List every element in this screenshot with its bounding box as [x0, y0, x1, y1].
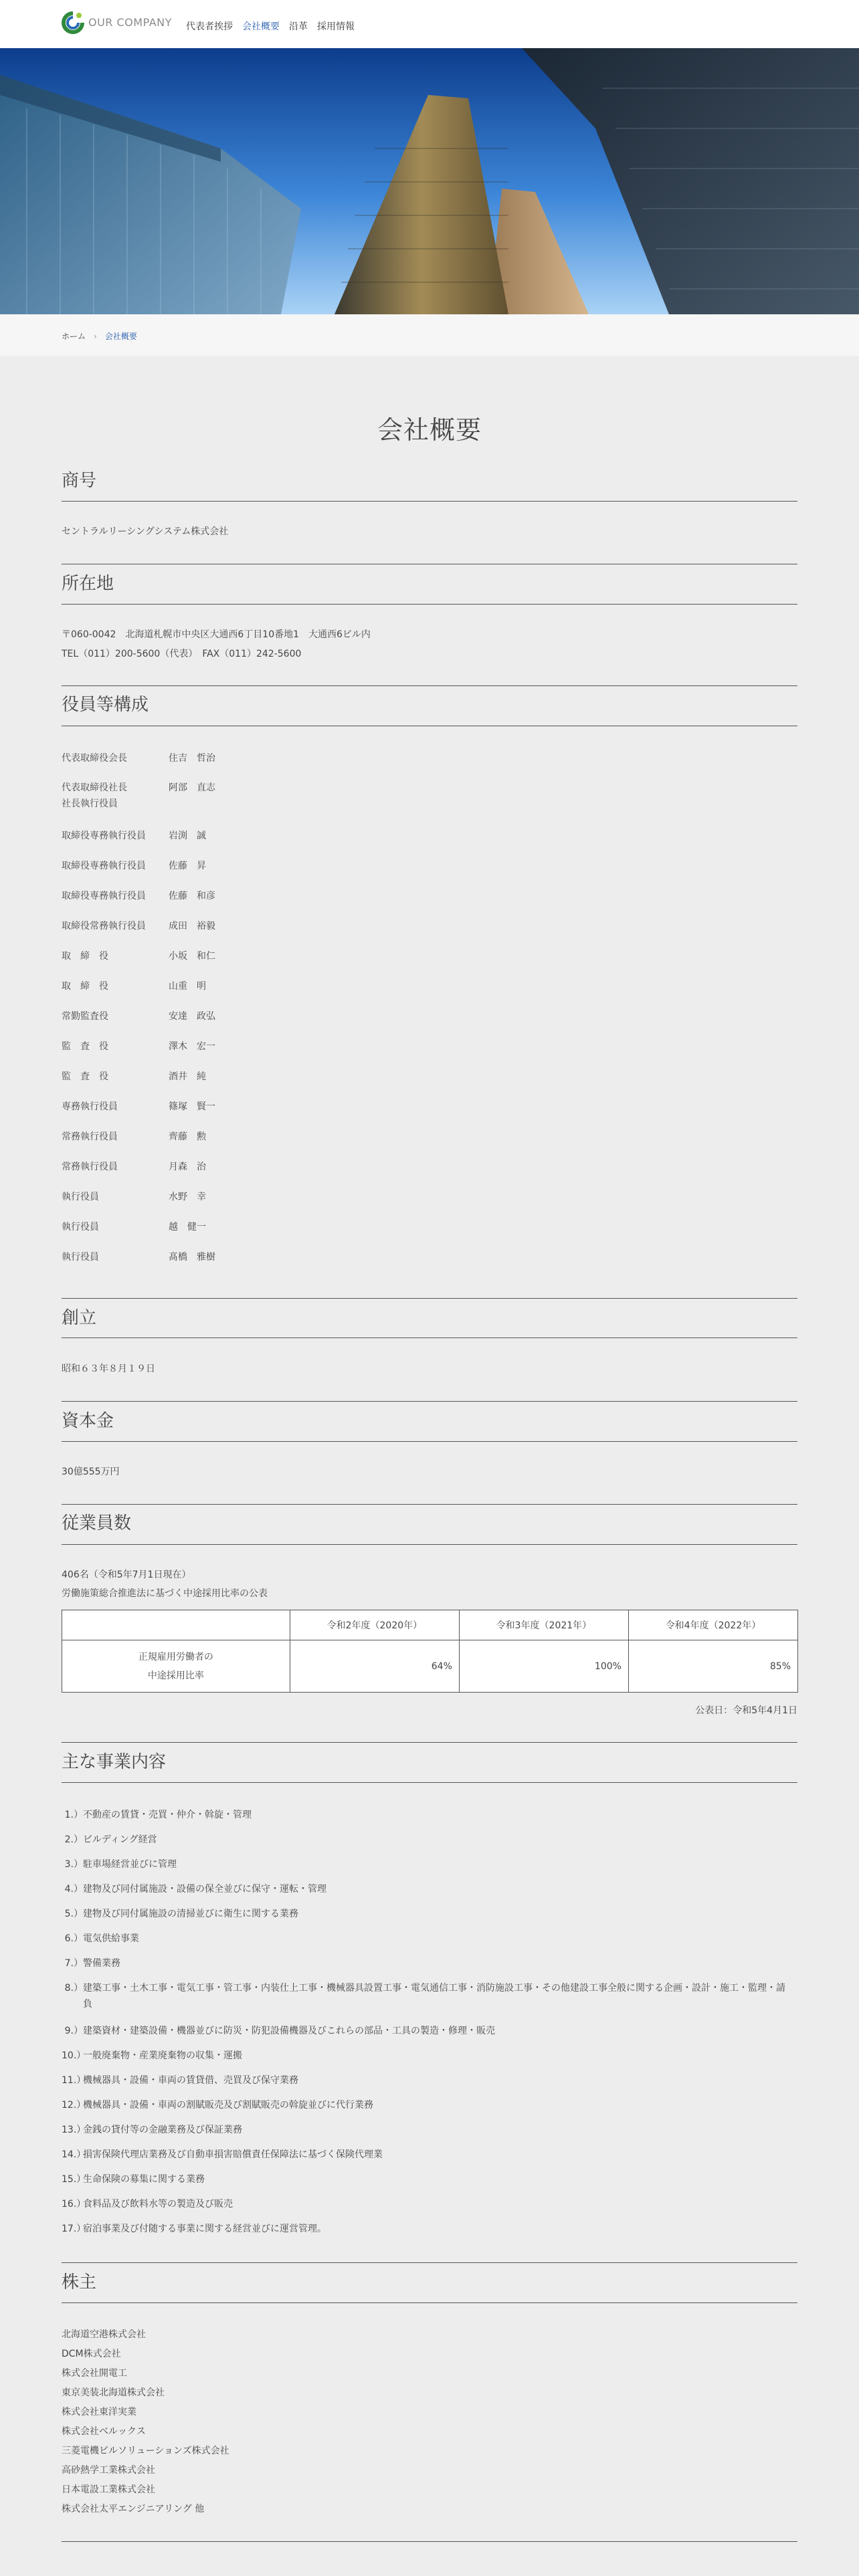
officer-row	[62, 1039, 215, 1055]
mid-career-ratio-caption: 労働施策総合推進法に基づく中途採用比率の公表	[62, 1588, 268, 1599]
section-divider	[62, 604, 797, 605]
officer-name: 住吉 哲治	[169, 753, 215, 764]
officer-role: 取 締 役	[62, 951, 108, 962]
officer-role: 取締役専務執行役員	[62, 831, 146, 841]
officer-role: 代表取締役社長	[62, 782, 127, 793]
business-item: 9.）建築資材・建築設備・機器並びに防災・防犯設備機器及びこれらの部品・工具の製造・修理・販売	[64, 2026, 495, 2036]
officer-name: 阿部 直志	[169, 782, 215, 793]
section-divider	[62, 1401, 797, 1402]
officer-row	[62, 858, 206, 874]
section-heading-shareholders: 株主	[62, 2272, 97, 2292]
shareholder-item: 株式会社東洋実業	[62, 2407, 136, 2418]
officer-role: 常務執行役員	[62, 1162, 118, 1172]
employee-count: 406名（令和5年7月1日現在）	[62, 1570, 191, 1580]
officer-name: 安達 政弘	[169, 1011, 215, 1022]
nav-recruit[interactable]: 採用情報	[317, 21, 355, 32]
business-item: 6.）電気供給事業	[64, 1933, 139, 1944]
officer-role: 取締役専務執行役員	[62, 861, 146, 871]
table-header-row	[62, 1610, 798, 1640]
breadcrumb-current: 会社概要	[104, 332, 137, 341]
section-divider	[62, 501, 797, 502]
section-divider	[62, 1782, 797, 1783]
officer-row	[62, 1069, 206, 1085]
officer-role: 監 査 役	[62, 1071, 108, 1082]
officer-role: 代表取締役会長	[62, 753, 127, 764]
hero-image	[0, 48, 859, 314]
officer-row	[62, 1008, 215, 1025]
officer-role: 常勤監査役	[62, 1011, 108, 1022]
business-item: 11.）機械器具・設備・車両の賃貸借、売買及び保守業務	[62, 2075, 298, 2086]
officer-row	[62, 1249, 215, 1265]
business-item: 12.）機械器具・設備・車両の割賦販売及び割賦販売の斡旋並びに代行業務	[62, 2100, 373, 2111]
section-divider	[62, 1298, 797, 1299]
officer-role: 監 査 役	[62, 1041, 108, 1052]
section-divider	[62, 1337, 797, 1338]
mid-career-ratio-table	[62, 1610, 798, 1693]
officer-name: 月森 治	[169, 1162, 206, 1172]
officer-row	[62, 1159, 206, 1175]
phone-fax-line: TEL（011）200-5600（代表） FAX（011）242-5600	[62, 649, 302, 659]
address-line: 〒060-0042 北海道札幌市中央区大通西6丁目10番地1 大通西6ビル内	[62, 629, 371, 640]
business-item: 17.）宿泊事業及び付随する事業に関する経営並びに運営管理。	[62, 2224, 326, 2234]
officer-role: 専務執行役員	[62, 1101, 118, 1112]
section-divider	[62, 1742, 797, 1743]
section-heading-address: 所在地	[62, 574, 114, 594]
business-item: 10.）一般廃棄物・産業廃棄物の収集・運搬	[62, 2050, 242, 2061]
chevron-right-icon: ›	[94, 331, 97, 341]
section-divider	[62, 2262, 797, 2263]
skyscrapers-illustration	[0, 48, 859, 314]
officer-row	[62, 918, 215, 934]
section-divider	[62, 1441, 797, 1442]
officer-row	[62, 1129, 206, 1145]
business-item: 13.）金銭の貸付等の金融業務及び保証業務	[62, 2125, 242, 2135]
founded-date: 昭和６３年８月１９日	[62, 1364, 155, 1374]
section-heading-officers: 役員等構成	[62, 695, 149, 715]
shareholder-item: 日本電設工業株式会社	[62, 2484, 155, 2495]
officer-role-secondary: 社長執行役員	[62, 798, 118, 809]
table-header-cell: 令和4年度（2022年）	[628, 1610, 797, 1640]
table-header-cell: 令和2年度（2020年）	[290, 1610, 459, 1640]
officer-name: 髙橋 雅樹	[169, 1252, 215, 1263]
table-row	[62, 1640, 798, 1693]
officer-role: 常務執行役員	[62, 1132, 118, 1142]
officer-row	[62, 948, 215, 964]
officer-row	[62, 1099, 215, 1115]
row-label-line: 中途採用比率	[147, 1670, 204, 1681]
breadcrumb	[62, 330, 137, 342]
shareholder-item: 高砂熱学工業株式会社	[62, 2465, 155, 2476]
shareholders-list	[62, 2325, 229, 2519]
business-item: 2.）ビルディング経営	[64, 1834, 157, 1845]
officer-name: 篠塚 賢一	[169, 1101, 215, 1112]
shareholder-item: 三菱電機ビルソリューションズ株式会社	[62, 2446, 229, 2456]
business-item: 3.）駐車場経営並びに管理	[64, 1859, 177, 1870]
table-cell: 85%	[628, 1640, 797, 1693]
officer-role: 取締役常務執行役員	[62, 921, 146, 932]
officer-name: 小坂 和仁	[169, 951, 215, 962]
business-item: 4.）建物及び同付属施設・設備の保全並びに保守・運転・管理	[64, 1884, 326, 1895]
shareholder-item: 北海道空港株式会社	[62, 2329, 146, 2340]
nav-company-profile[interactable]: 会社概要	[242, 21, 280, 32]
business-item: 7.）警備業務	[64, 1958, 120, 1969]
officer-role: 執行役員	[62, 1192, 99, 1202]
published-date: 公表日：令和5年4月1日	[695, 1705, 797, 1716]
shareholder-item: 株式会社ベルックス	[62, 2426, 146, 2437]
shareholder-item: 東京美装北海道株式会社	[62, 2387, 165, 2398]
officer-row	[62, 1219, 206, 1235]
officer-name: 佐藤 昇	[169, 861, 206, 871]
officer-row	[62, 978, 206, 994]
section-heading-capital: 資本金	[62, 1411, 114, 1431]
business-item: 16.）食料品及び飲料水等の製造及び販売	[62, 2199, 233, 2210]
page-title: 会社概要	[377, 415, 482, 445]
table-row-label	[62, 1640, 290, 1693]
shareholder-item: DCM株式会社	[62, 2349, 121, 2359]
section-divider	[62, 2541, 797, 2542]
officer-name: 水野 幸	[169, 1192, 206, 1202]
section-heading-trade-name: 商号	[62, 471, 97, 491]
officer-name: 酒井 純	[169, 1071, 206, 1082]
shareholder-item: 株式会社太平エンジニアリング 他	[62, 2504, 205, 2514]
section-heading-founded: 創立	[62, 1308, 97, 1328]
table-header-cell: 令和3年度（2021年）	[459, 1610, 628, 1640]
section-divider	[62, 1544, 797, 1545]
officer-row	[62, 780, 215, 812]
officer-name: 齊藤 勲	[169, 1132, 206, 1142]
nav-greeting[interactable]: 代表者挨拶	[186, 21, 233, 32]
business-item: 14.）損害保険代理店業務及び自動車損害賠償責任保障法に基づく保険代理業	[62, 2149, 383, 2160]
officer-name: 越 健一	[169, 1222, 206, 1232]
officer-row	[62, 888, 215, 904]
officer-role: 取締役専務執行役員	[62, 891, 146, 901]
officer-role: 執行役員	[62, 1222, 99, 1232]
main-nav	[186, 19, 364, 33]
business-item: 5.）建物及び同付属施設の清掃並びに衛生に関する業務	[64, 1909, 298, 1919]
officer-name: 澤木 宏一	[169, 1041, 215, 1052]
officer-name: 山重 明	[169, 981, 206, 992]
business-item: 15.）生命保険の募集に関する業務	[62, 2174, 205, 2185]
officer-role: 執行役員	[62, 1252, 99, 1263]
officer-row	[62, 750, 215, 766]
officer-row	[62, 1189, 206, 1205]
company-name[interactable]: OUR COMPANY	[88, 16, 172, 29]
row-label-line: 正規雇用労働者の	[138, 1651, 213, 1662]
section-divider	[62, 685, 797, 686]
table-cell: 100%	[459, 1640, 628, 1693]
business-item: 8.）建築工事・土木工事・電気工事・管工事・内装仕上工事・機械器具設置工事・電気通信工事・消防施設工事・その他建設工事全般に関する企画・設計・施工・監理・請負	[64, 1983, 785, 2010]
officer-name: 成田 裕毅	[169, 921, 215, 932]
section-divider	[62, 1504, 797, 1505]
officer-role: 取 締 役	[62, 981, 108, 992]
section-divider	[62, 2302, 797, 2303]
breadcrumb-home[interactable]: ホーム	[62, 332, 86, 341]
business-item: 1.）不動産の賃貸・売買・仲介・斡旋・管理	[64, 1810, 252, 1820]
officer-name: 佐藤 和彦	[169, 891, 215, 901]
breadcrumb-bar	[0, 314, 859, 356]
capital-amount: 30億555万円	[62, 1467, 120, 1477]
trade-name-text: セントラルリーシングシステム株式会社	[62, 526, 229, 537]
section-heading-employees: 従業員数	[62, 1513, 132, 1533]
site-header	[0, 0, 859, 48]
section-heading-business: 主な事業内容	[62, 1752, 167, 1772]
table-header-cell	[62, 1610, 290, 1640]
table-cell: 64%	[290, 1640, 459, 1693]
nav-history[interactable]: 沿革	[289, 21, 308, 32]
officer-row	[62, 828, 206, 844]
officer-name: 岩渕 誠	[169, 831, 206, 841]
company-logo[interactable]	[62, 11, 84, 35]
shareholder-item: 株式会社開電工	[62, 2368, 127, 2379]
